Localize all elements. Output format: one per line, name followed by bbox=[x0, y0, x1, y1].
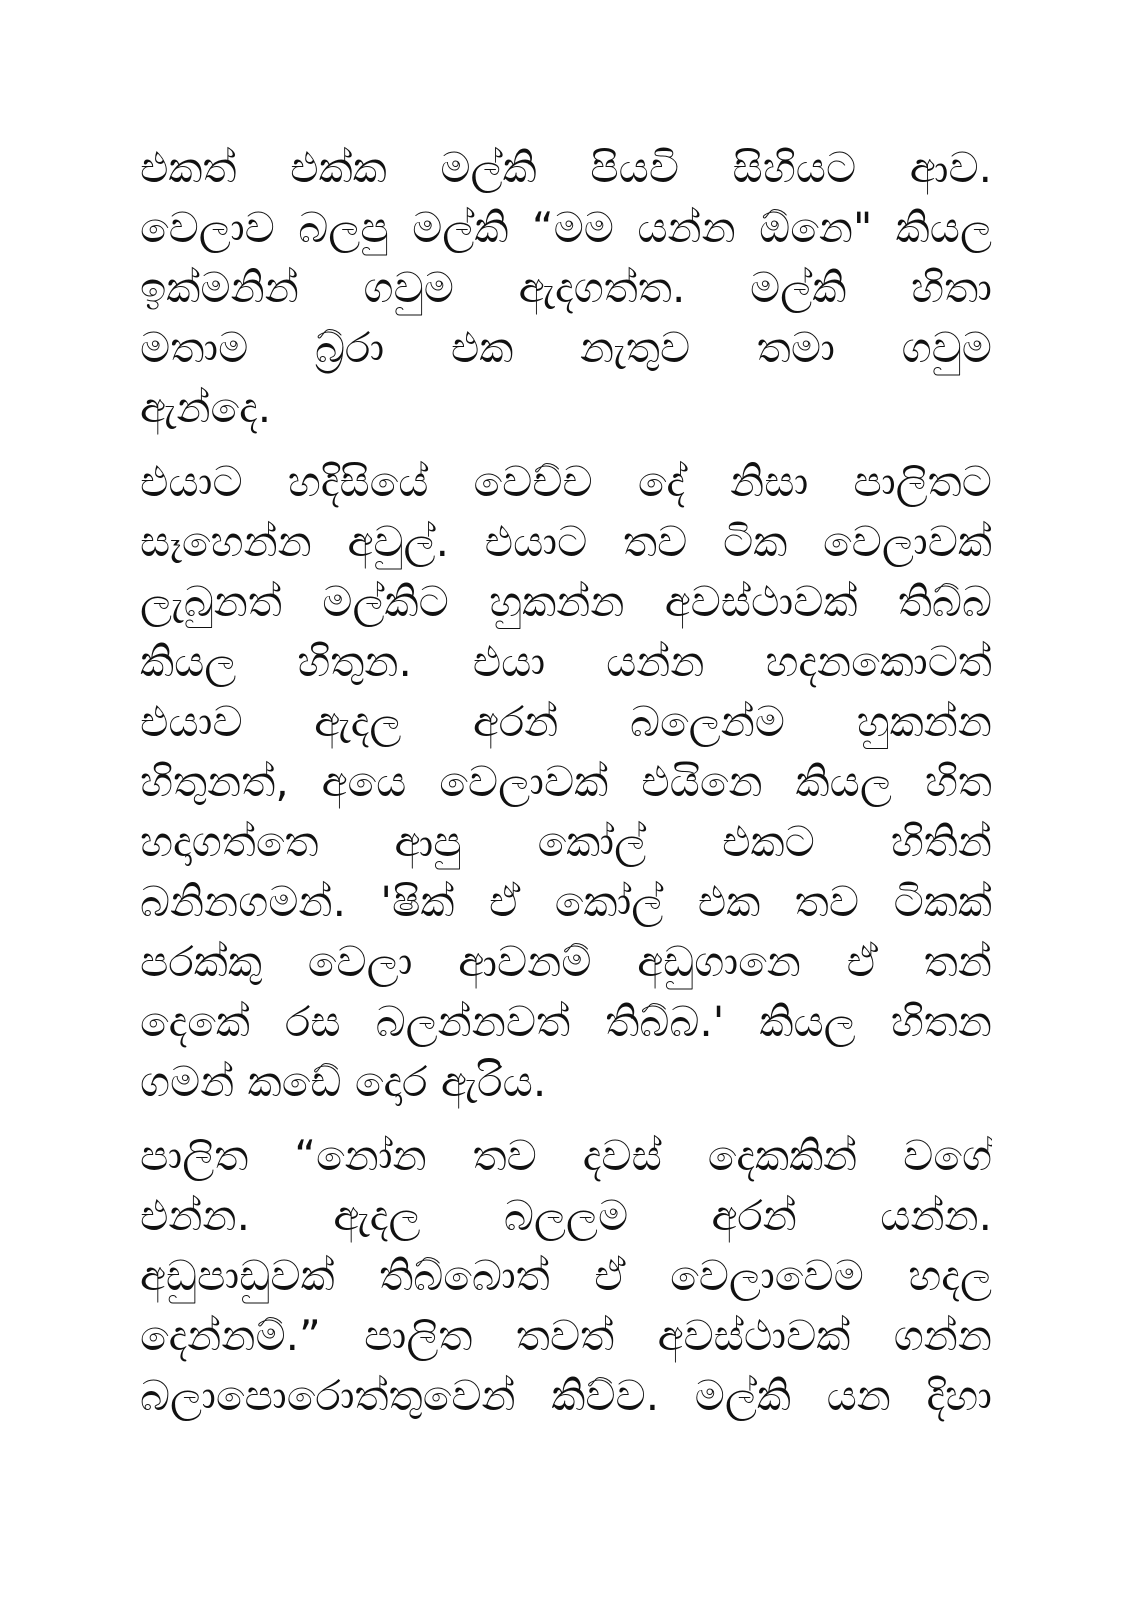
body-text bbox=[140, 138, 992, 1426]
text-line: ඉක්මනින් ගවුම ඇදගත්ත. මල්කි හිතා bbox=[140, 263, 992, 312]
text-line: දෙකේ රස බලන්නවත් තිබ්බ.' කියල හිතන bbox=[140, 997, 992, 1046]
text-line: ලැබුනත් මල්කිට හුකන්න අවස්ථාවක් තිබ්බ bbox=[140, 577, 992, 626]
text-line: වෙලාව බලපු මල්කි “මම යන්න ඕනෙ" කියල bbox=[140, 203, 992, 252]
text-line: ඇන්දෙ. bbox=[140, 383, 272, 432]
text-line: බලාපොරොත්තුවෙන් කිව්ව. මල්කි යන දිහා bbox=[140, 1371, 992, 1420]
text-line: මතාම බ්‍ර්රා එක නැතුව තමා ගවුම bbox=[140, 323, 992, 372]
text-line: එයාව ඇදල අරන් බලෙන්ම හුකන්න bbox=[140, 697, 992, 746]
text-line: එකත් එක්ක මල්කි පියවි සිහියට ආව. bbox=[140, 143, 992, 192]
text-line: දෙන්නම්.” පාලිත තවත් අවස්ථාවක් ගන්න bbox=[140, 1311, 992, 1360]
text-line: අඩුපාඩුවක් තිබ්බොත් ඒ වෙලාවෙම හදල bbox=[140, 1251, 992, 1300]
text-line: බනිනගමන්. 'ෂික් ඒ කෝල් එක තව ටිකක් bbox=[140, 877, 992, 926]
text-line: සෑහෙන්න අවුල්. එයාට තව ටික වෙලාවක් bbox=[140, 517, 992, 566]
text-line: කියල හිතුන. එයා යන්න හදනකොටත් bbox=[140, 637, 992, 686]
paragraph-2 bbox=[140, 452, 992, 1112]
text-line: හිතුනත්, අයෙ වෙලාවක් එයිනෙ කියල හිත bbox=[140, 757, 992, 806]
text-line: පරක්කු වෙලා ආවනම් අඩුගානෙ ඒ තන් bbox=[140, 937, 992, 986]
text-line: ගමන් කඩේ දොර ඇරිය. bbox=[140, 1057, 547, 1106]
text-line: හදාගත්තෙ ආපු කෝල් එකට හිතින් bbox=[140, 817, 992, 866]
text-line: පාලිත “නෝන තව දවස් දෙකකින් වගේ bbox=[140, 1131, 992, 1180]
paragraph-3 bbox=[140, 1126, 992, 1426]
text-line: එන්න. ඇදල බලලම අරන් යන්න. bbox=[140, 1191, 992, 1240]
text-line: එයාට හදිසියේ වෙච්ච දේ නිසා පාලිතට bbox=[140, 457, 992, 506]
paragraph-1 bbox=[140, 138, 992, 438]
